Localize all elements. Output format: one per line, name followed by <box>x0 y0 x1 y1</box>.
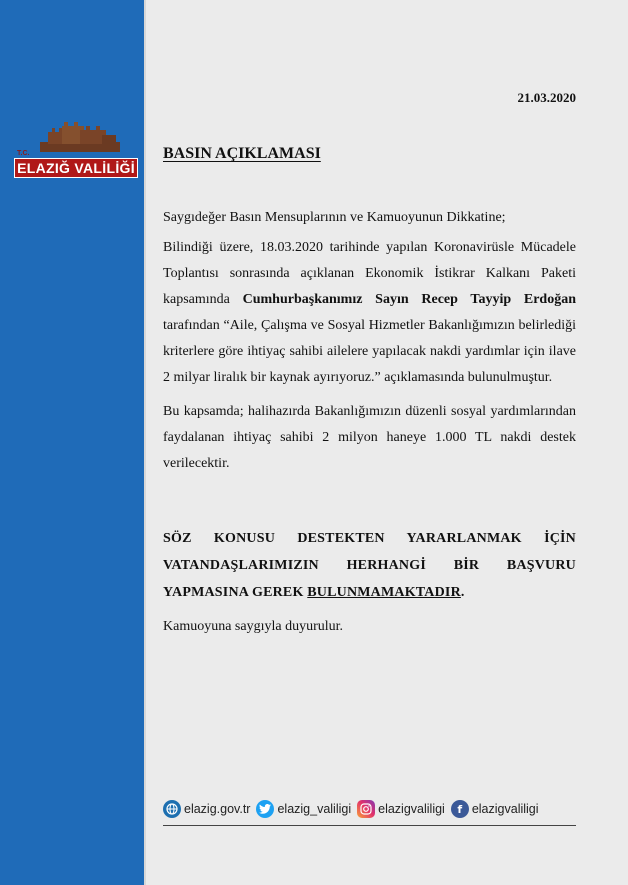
governorship-logo <box>14 120 138 180</box>
paragraph-1 <box>163 235 576 391</box>
notice-paragraph <box>163 525 576 606</box>
logo-name: ELAZIĞ VALİLİĞİ <box>14 158 138 178</box>
paragraph-1-bold: Cumhurbaşkanımız Sayın Recep Tayyip Erdoğan <box>242 292 577 307</box>
website-text: elazig.gov.tr <box>184 802 251 816</box>
release-date: 21.03.2020 <box>517 90 576 105</box>
footer-contacts <box>163 800 576 818</box>
salutation: Saygıdeğer Basın Mensuplarının ve Kamuoyunun Dikkatine; <box>163 210 506 225</box>
instagram-icon <box>357 800 375 818</box>
closing-line: Kamuoyuna saygıyla duyurulur. <box>163 619 344 634</box>
press-release-page <box>146 0 628 885</box>
twitter-text: elazig_valiligi <box>277 802 352 816</box>
facebook-link[interactable] <box>451 800 539 818</box>
paragraph-2: Bu kapsamda; halihazırda Bakanlığımızın düzenli sosyal yardımlarından faydalanan ihtiyaç sahibi 2 milyon haneye 1.000 TL nakdi destek verilecektir. <box>163 404 576 471</box>
document-body <box>163 205 576 648</box>
globe-icon <box>163 800 181 818</box>
notice-end: . <box>460 585 465 600</box>
facebook-text: elazigvaliligi <box>471 802 539 816</box>
castle-icon <box>40 120 120 152</box>
notice-text: SÖZ KONUSU DESTEKTEN YARARLANMAK İÇİN VATANDAŞLARIMIZIN HERHANGİ BİR BAŞVURU YAPMASINA GEREK <box>163 531 576 600</box>
paragraph-1-text-b: tarafından “Aile, Çalışma ve Sosyal Hizmetler Bakanlığımızın belirlediği kriterlere göre ihtiyaç sahibi ailelere yapılacak nakdi yardımlar için ilave 2 milyar liralık bir kaynak ayırıyoruz.” açıklamasında bulunulmuştur. <box>163 318 576 385</box>
notice-underlined: BULUNMAMAKTADIR <box>307 585 461 600</box>
website-link[interactable] <box>163 800 250 818</box>
facebook-icon: f <box>451 800 469 818</box>
footer-rule <box>163 825 576 826</box>
paragraph-1-text-a: Bilindiği üzere, 18.03.2020 tarihinde yapılan Koronavirüsle Mücadele Toplantısı sonrasında açıklanan Ekonomik İstikrar Kalkanı Paketi kapsamında <box>163 240 576 307</box>
twitter-link[interactable] <box>256 800 351 818</box>
page-title: BASIN AÇIKLAMASI <box>163 145 321 162</box>
twitter-icon <box>256 800 274 818</box>
instagram-link[interactable] <box>357 800 445 818</box>
sidebar-band <box>0 0 146 885</box>
instagram-text: elazigvaliligi <box>378 802 445 816</box>
logo-tc: T.C. <box>17 150 30 157</box>
